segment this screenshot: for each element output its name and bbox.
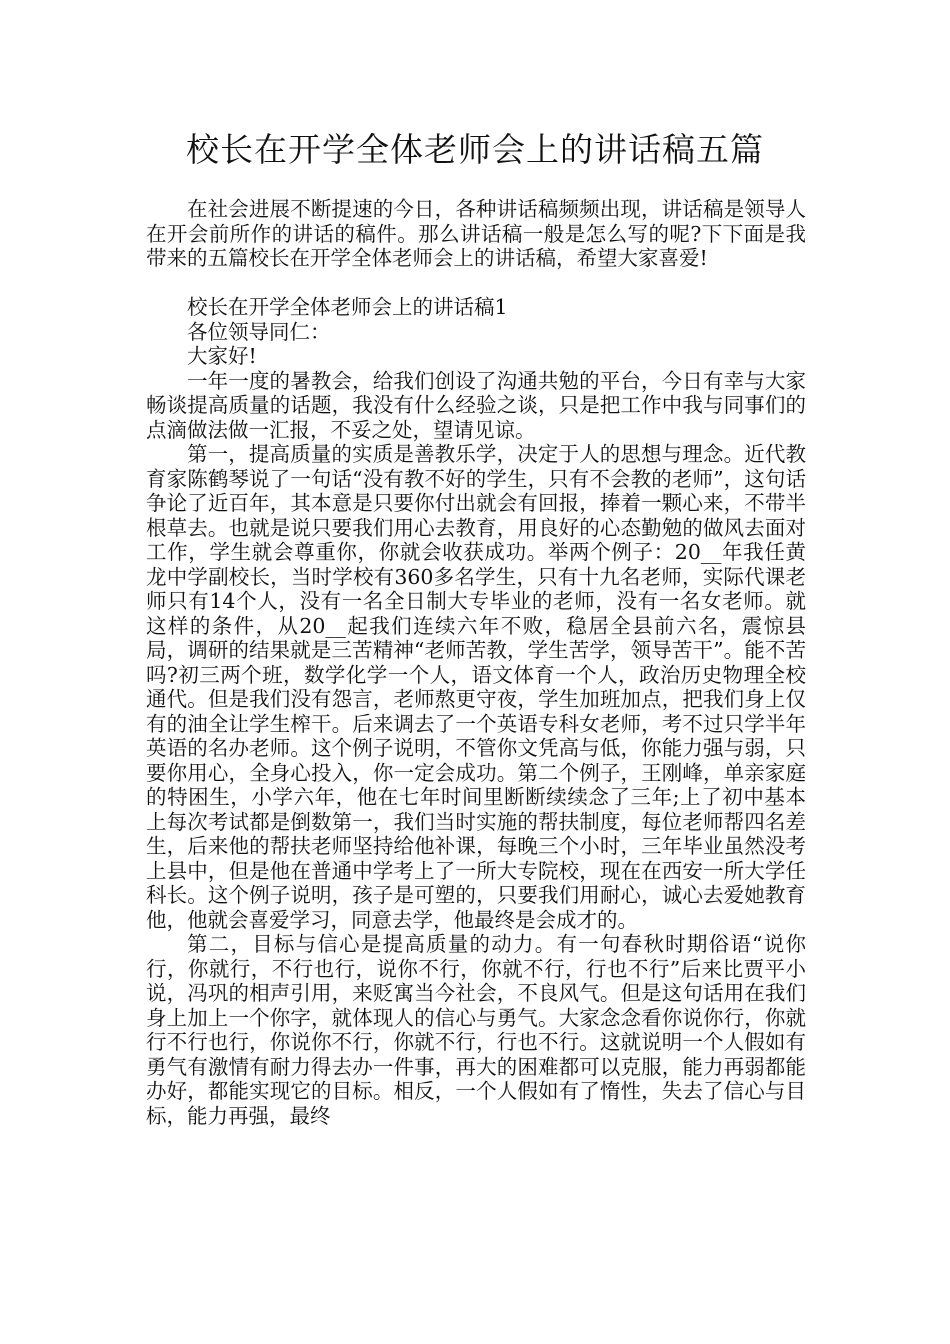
document-body [146,197,806,1128]
speech-title: 校长在开学全体老师会上的讲话稿1 [187,295,508,319]
body-paragraph-3: 第二，目标与信心是提高质量的动力。有一句春秋时期俗语“说你行，你就行，不行也行，说你不行，你就不行，行也不行”后来比贾平小说，冯巩的相声引用，来贬寓当今社会，不良风气。但是这句话用在我们身上加上一个你字，就体现人的信心与勇气。大家念念看你说你行，你就行不行也行，你说你不行，你就不行，行也不行。这就说明一个人假如有勇气有激情有耐力得去办一件事，再大的困难都可以克服，能力再弱都能办好，都能实现它的目标。相反，一个人假如有了惰性，失去了信心与目标，能力再强，最终 [146,932,806,1128]
intro-paragraph: 在社会进展不断提速的今日，各种讲话稿频频出现，讲话稿是领导人在开会前所作的讲话的稿件。那么讲话稿一般是怎么写的呢?下下面是我带来的五篇校长在开学全体老师会上的讲话稿，希望大家喜爱! [146,197,806,270]
paragraph-gap [146,271,806,296]
document-title: 校长在开学全体老师会上的讲话稿五篇 [186,130,764,169]
salutation: 各位领导同仁： [187,319,331,344]
body-paragraph-1: 一年一度的暑教会，给我们创设了沟通共勉的平台，今日有幸与大家畅谈提高质量的话题，我没有什么经验之谈，只是把工作中我与同事们的点滴做法做一汇报，不妥之处，望请见谅。 [146,368,806,442]
body-paragraph-2: 第一，提高质量的实质是善教乐学，决定于人的思想与理念。近代教育家陈鹤琴说了一句话“没有教不好的学生，只有不会教的老师”，这句话争论了近百年，其本意是只要你付出就会有回报，捧着一颗心来，不带半根草去。也就是说只要我们用心去教育，用良好的心态勤勉的做风去面对工作，学生就会尊重你，你就会收获成功。举两个例子：20__年我任黄龙中学副校长，当时学校有360多名学生，只有十九名老师，实际代课老师只有14个人，没有一名全日制大专毕业的老师，没有一名女老师。就这样的条件，从20__起我们连续六年不败，稳居全县前六名，震惊县局，调研的结果就是三苦精神“老师苦教，学生苦学，领导苦干”。能不苦吗?初三两个班，数学化学一个人，语文体育一个人，政治历史物理全校通代。但是我们没有怨言，老师熬更守夜，学生加班加点，把我们身上仅有的油全让学生榨干。后来调去了一个英语专科女老师，考不过只学半年英语的名办老师。这个例子说明，不管你文凭高与低，你能力强与弱，只要你用心，全身心投入，你一定会成功。第二个例子，王刚峰，单亲家庭的特困生，小学六年，他在七年时间里断断续续念了三年;上了初中基本上每次考试都是倒数第一，我们当时实施的帮扶制度，每位老师帮四名差生，后来他的帮扶老师坚持给他补课，每晚三个小时，三年毕业虽然没考上县中，但是他在普通中学考上了一所大专院校，现在在西安一所大学任科长。这个例子说明，孩子是可塑的，只要我们用耐心，诚心去爱她教育他，他就会喜爱学习，同意去学，他最终是会成才的。 [146,442,806,932]
greeting: 大家好! [187,344,257,368]
